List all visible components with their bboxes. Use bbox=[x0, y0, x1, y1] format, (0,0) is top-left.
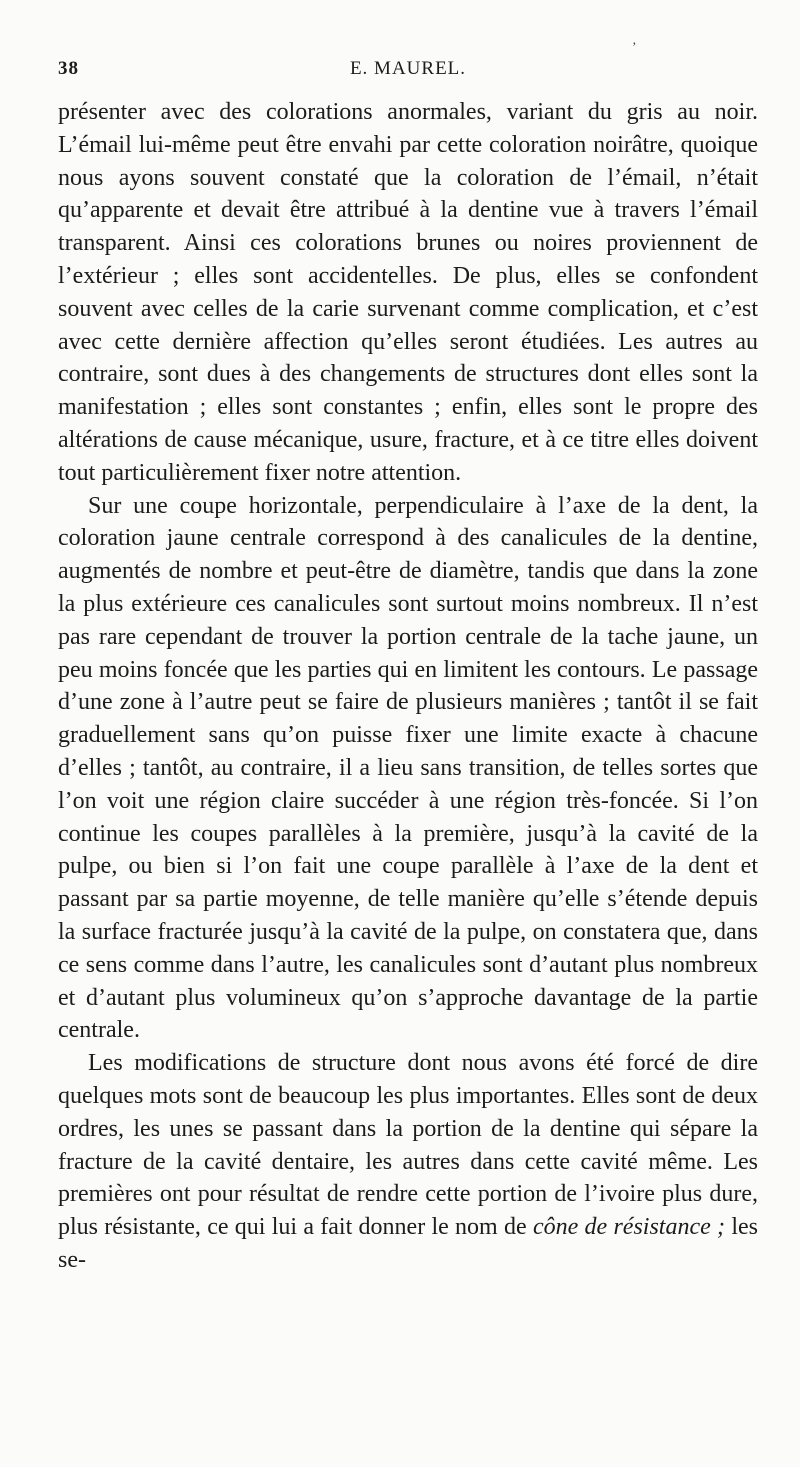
paragraph-2: Sur une coupe horizontale, perpendiculaire à l’axe de la dent, la coloration jaune centrale correspond à des canalicules de la dentine, augmentés de nombre et peut-être de diamètre, tandis que dans la zone la plus extérieure ces canalicules sont surtout moins nombreux. Il n’est pas rare cependant de trouver la portion centrale de la tache jaune, un peu moins foncée que les parties qui en limitent les contours. Le passage d’une zone à l’autre peut se faire de plusieurs manières ; tantôt il se fait graduellement sans qu’on puisse fixer une limite exacte à chacune d’elles ; tantôt, au contraire, il a lieu sans transition, de telles sortes que l’on voit une région claire succéder à une région très-foncée. Si l’on continue les coupes parallèles à la première, jusqu’à la cavité de la pulpe, ou bien si l’on fait une coupe parallèle à l’axe de la dent et passant par sa partie moyenne, de telle manière qu’elle s’étende depuis la surface fracturée jusqu’à la cavité de la pulpe, on constatera que, dans ce sens comme dans l’autre, les canalicules sont d’autant plus nombreux et d’autant plus volumineux qu’on s’approche davantage de la partie centrale. bbox=[58, 492, 758, 1044]
paragraph-1: présenter avec des colorations anormales, variant du gris au noir. L’émail lui-même peut être envahi par cette coloration noirâtre, quoique nous ayons souvent constaté que la coloration de l’émail, n’était qu’apparente et devait être attribué à la dentine vue à travers l’émail transparent. Ainsi ces colorations brunes ou noires proviennent de l’extérieur ; elles sont accidentelles. De plus, elles se confondent souvent avec celles de la carie survenant comme complication, et c’est avec cette dernière affection qu’elles seront étudiées. Les autres au contraire, sont dues à des changements de structures dont elles sont la manifestation ; elles sont constantes ; enfin, elles sont le propre des altérations de cause mécanique, usure, fracture, et à ce titre elles doivent tout particulièrement fixer notre attention. bbox=[58, 99, 758, 486]
page-number: 38 bbox=[58, 58, 79, 79]
body-text bbox=[58, 96, 758, 1277]
paragraph-3 bbox=[58, 1047, 758, 1277]
paragraph-3-end: les se- bbox=[58, 1214, 759, 1273]
ink-mark: , bbox=[632, 32, 636, 47]
emphasized-term: cône de résistance ; bbox=[532, 1214, 726, 1241]
page-header bbox=[58, 58, 758, 88]
paragraph-3-text: Les modifications de structure dont nous avons été forcé de dire quelques mots sont de beaucoup les plus importantes. Elles sont de deux ordres, les unes se passant dans la portion de la dentine qui sépare la fracture de la cavité dentaire, les autres dans cette cavité même. Les premières ont pour résultat de rendre cette portion de l’ivoire plus dure, plus résistante, ce qui lui a fait donner le nom de bbox=[58, 1050, 758, 1241]
running-head: E. MAUREL. bbox=[349, 58, 467, 79]
